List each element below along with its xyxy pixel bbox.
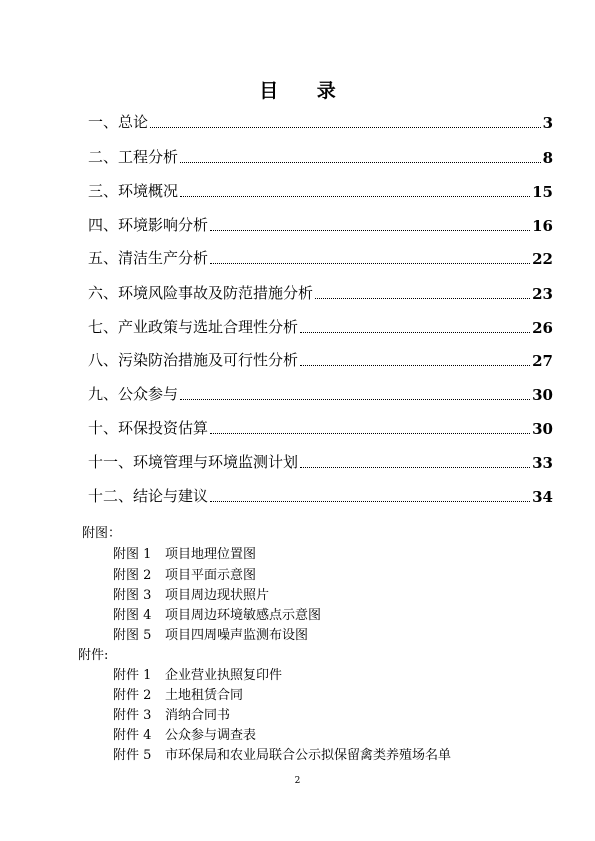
attachment-title: 公众参与调查表 (165, 728, 257, 743)
attachment-number: 附件 5 (113, 748, 152, 763)
figure-number: 附图 2 (113, 568, 152, 583)
attachment-number: 附件 3 (113, 708, 152, 723)
figure-title: 项目四周噪声监测布设图 (165, 628, 309, 643)
toc-entry-page: 26 (532, 319, 553, 337)
toc-entry-page: 8 (542, 149, 553, 167)
toc-leader-dots (150, 127, 541, 128)
toc-leader-dots (300, 467, 530, 468)
toc-leader-dots (180, 196, 530, 197)
toc-entry[interactable] (88, 486, 553, 506)
figure-number: 附图 1 (113, 547, 152, 562)
toc-leader-dots (210, 230, 530, 231)
attachment-item (113, 664, 282, 683)
toc-entry-page: 22 (532, 250, 553, 268)
toc-entry-page: 33 (532, 454, 553, 472)
figure-number: 附图 5 (113, 628, 152, 643)
toc-entry-page: 23 (532, 285, 553, 303)
figures-heading: 附图： (82, 526, 122, 541)
toc-entry[interactable] (88, 350, 553, 370)
attachment-number: 附件 2 (113, 688, 152, 703)
attachment-title: 市环保局和农业局联合公示拟保留禽类养殖场名单 (165, 748, 452, 763)
toc-entry-label: 十、环保投资估算 (88, 419, 209, 437)
toc-entry-label: 七、产业政策与选址合理性分析 (88, 318, 299, 336)
toc-entry-page: 3 (542, 114, 553, 132)
toc-entry-page: 16 (532, 217, 553, 235)
attachment-item (113, 684, 243, 703)
page-number: 2 (294, 776, 301, 786)
toc-leader-dots (300, 365, 530, 366)
figure-title: 项目地理位置图 (165, 547, 257, 562)
figure-number: 附图 4 (113, 608, 152, 623)
figure-item (113, 543, 256, 562)
toc-leader-dots (180, 162, 541, 163)
toc-entry-label: 四、环境影响分析 (88, 216, 209, 234)
toc-entry[interactable] (88, 384, 553, 404)
attachment-title: 消纳合同书 (165, 708, 231, 723)
attachment-item (113, 744, 451, 763)
toc-entry-page: 30 (532, 420, 553, 438)
toc-entry-label: 十一、环境管理与环境监测计划 (88, 453, 299, 471)
toc-entry[interactable] (88, 181, 553, 201)
toc-entry-label: 二、工程分析 (88, 148, 179, 166)
toc-entry[interactable] (88, 283, 553, 303)
attachment-number: 附件 1 (113, 668, 152, 683)
attachment-title: 企业营业执照复印件 (165, 668, 283, 683)
toc-entry-label: 十二、结论与建议 (88, 487, 209, 505)
attachments-heading: 附件: (78, 648, 109, 663)
figure-title: 项目周边环境敏感点示意图 (165, 608, 322, 623)
figure-title: 项目平面示意图 (165, 568, 257, 583)
toc-entry-page: 15 (532, 183, 553, 201)
toc-entry[interactable] (88, 112, 553, 132)
toc-leader-dots (180, 399, 530, 400)
figure-number: 附图 3 (113, 588, 152, 603)
toc-entry[interactable] (88, 317, 553, 337)
toc-leader-dots (210, 501, 530, 502)
figure-item (113, 604, 321, 623)
toc-title: 目 录 (259, 80, 352, 102)
toc-leader-dots (300, 332, 530, 333)
attachment-title: 土地租赁合同 (165, 688, 244, 703)
toc-entry[interactable] (88, 248, 553, 268)
attachment-item (113, 704, 230, 723)
toc-entry[interactable] (88, 418, 553, 438)
toc-leader-dots (210, 433, 530, 434)
figure-item (113, 564, 256, 583)
toc-entry[interactable] (88, 147, 553, 167)
toc-leader-dots (315, 298, 530, 299)
figure-item (113, 584, 269, 603)
toc-entry-page: 30 (532, 386, 553, 404)
figure-item (113, 624, 308, 643)
toc-entry[interactable] (88, 452, 553, 472)
toc-entry-label: 九、公众参与 (88, 385, 179, 403)
toc-entry[interactable] (88, 215, 553, 235)
attachment-number: 附件 4 (113, 728, 152, 743)
toc-entry-label: 五、清洁生产分析 (88, 249, 209, 267)
toc-leader-dots (210, 263, 530, 264)
figure-title: 项目周边现状照片 (165, 588, 270, 603)
toc-entry-page: 27 (532, 352, 553, 370)
toc-entry-label: 三、环境概况 (88, 182, 179, 200)
attachment-item (113, 724, 256, 743)
toc-entry-label: 八、污染防治措施及可行性分析 (88, 351, 299, 369)
toc-entry-page: 34 (532, 488, 553, 506)
toc-entry-label: 一、总论 (88, 113, 149, 131)
toc-entry-label: 六、环境风险事故及防范措施分析 (88, 284, 314, 302)
